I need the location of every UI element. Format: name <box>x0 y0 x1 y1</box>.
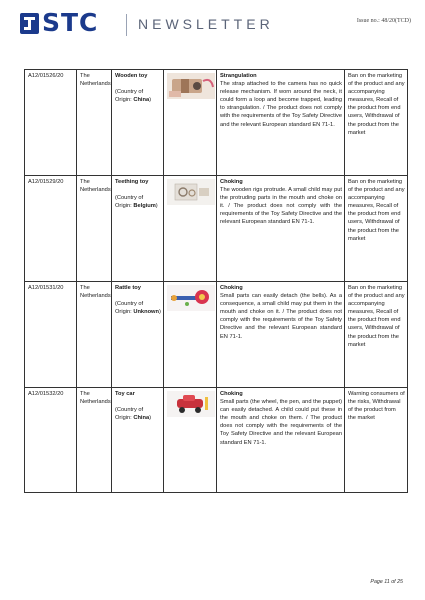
risk-description: Small parts (the wheel, the pen, and the puppet) can easily detached. A child could put these in the mouth and choke on them. / The product does not comply with the requirements of the Toy Safety Directive and the relevant European standard EN 71-1. <box>220 399 342 446</box>
product-cell <box>112 282 164 388</box>
table-row <box>25 70 408 176</box>
page-header <box>0 0 425 52</box>
origin-country: Unknown <box>133 309 159 316</box>
stc-logo-icon <box>20 13 39 34</box>
risk-description: The wooden rigs protrude. A small child may put the protruding parts in the mouth and choke on it. / The product does not comply with the requirements of the Toy Safety Directive and the relevant European standard EN 71-1. <box>220 187 342 226</box>
risk-cell <box>217 70 345 176</box>
product-image-cell <box>164 176 217 282</box>
product-image-cell <box>164 388 217 493</box>
page-number: Page 11 of 25 <box>370 579 403 585</box>
origin-label: (Country of Origin: <box>115 407 144 422</box>
notifying-country: The Netherlands <box>77 70 112 176</box>
rattle-toy-photo <box>167 285 215 311</box>
notifying-country: The Netherlands <box>77 282 112 388</box>
reference-number: A12/01529/20 <box>25 176 77 282</box>
product-name: Rattle toy <box>115 285 141 291</box>
measures-taken: Ban on the marketing of the product and any accompanying measures, Recall of the product from end users, Withdrawal of the product from the market <box>345 282 408 388</box>
product-image-cell <box>164 282 217 388</box>
product-name: Wooden toy <box>115 73 148 79</box>
origin-country: China <box>133 97 150 104</box>
reference-number: A12/01532/20 <box>25 388 77 493</box>
table-row <box>25 282 408 388</box>
newsletter-title: NEWSLETTER <box>138 16 274 32</box>
risk-description: Small parts can easily detach (the bells). As a consequence, a small child may put them in the mouth and choke on it. / The product does not comply with the requirements of the Toy Safety Directive and the relevant European standard EN 71-1. <box>220 293 342 340</box>
measures-taken: Ban on the marketing of the product and any accompanying measures, Recall of the product from end users, Withdrawal of the product from the market <box>345 176 408 282</box>
notifying-country: The Netherlands <box>77 388 112 493</box>
risk-title: Choking <box>220 179 243 185</box>
origin-country: Belgium <box>133 203 156 210</box>
teething-toy-photo <box>167 179 215 205</box>
product-cell <box>112 70 164 176</box>
origin-label: (Country of Origin: <box>115 301 144 316</box>
header-divider <box>126 14 127 36</box>
reference-number: A12/01531/20 <box>25 282 77 388</box>
product-name: Toy car <box>115 391 135 397</box>
risk-title: Choking <box>220 391 243 397</box>
measures-taken: Ban on the marketing of the product and any accompanying measures, Recall of the product from end users, Withdrawal of the product from the market <box>345 70 408 176</box>
wooden-toy-photo <box>167 73 215 99</box>
product-cell <box>112 388 164 493</box>
origin-close: ) <box>149 97 152 104</box>
logo-text: STC <box>42 8 99 37</box>
origin-label: (Country of Origin: <box>115 195 144 210</box>
risk-description: The strap attached to the camera has no quick release mechanism. If worn around the neck, it could form a loop and become trapped, leading to strangulation. / The product does not comply with the requirements of the Toy Safety Directive and the relevant European standard EN 71-1. <box>220 81 342 128</box>
risk-cell <box>217 176 345 282</box>
risk-title: Choking <box>220 285 243 291</box>
origin-close: ) <box>158 309 161 316</box>
origin-label: (Country of Origin: <box>115 89 144 104</box>
reference-number: A12/01526/20 <box>25 70 77 176</box>
origin-close: ) <box>149 415 152 422</box>
product-image-cell <box>164 70 217 176</box>
issue-reference: Issue no.: 48/20(TCD) <box>356 18 411 24</box>
measures-taken: Warning consumers of the risks, Withdrawal of the product from the market <box>345 388 408 493</box>
notifying-country: The Netherlands <box>77 176 112 282</box>
table-row <box>25 176 408 282</box>
table-row <box>25 388 408 493</box>
recall-table <box>24 69 408 493</box>
origin-close: ) <box>155 203 158 210</box>
product-cell <box>112 176 164 282</box>
product-name: Teething toy <box>115 179 149 185</box>
risk-cell <box>217 388 345 493</box>
risk-cell <box>217 282 345 388</box>
toy-car-photo <box>167 391 215 417</box>
origin-country: China <box>133 415 150 422</box>
risk-title: Strangulation <box>220 73 257 79</box>
